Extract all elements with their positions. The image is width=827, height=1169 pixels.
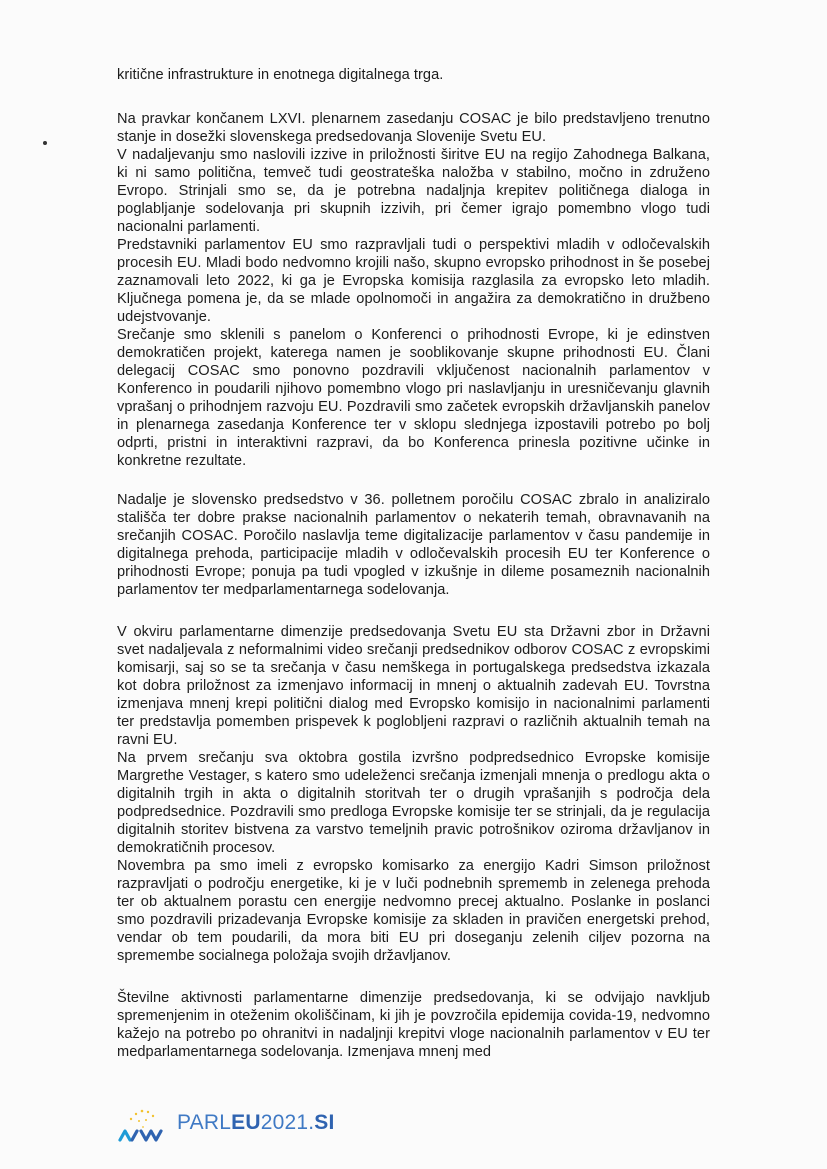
paragraph: Novembra pa smo imeli z evropsko komisarko za energijo Kadri Simson priložnost razpravljati o področju energetike, ki je v luči podnebnih sprememb in zelenega prehoda ter ob aktualnem porastu cen energije nedvomno precej aktualno. Poslanke in poslanci smo pozdravili prizadevanja Evropske komisije za skladen in pravičen energetski prehod, vendar ob tem poudarili, da mora biti EU pri doseganju zelenih ciljev pozorna na spremembe socialnega položaja svojih državljanov. <box>117 858 710 964</box>
paragraph-group-report <box>117 491 710 599</box>
paragraph: V okviru parlamentarne dimenzije predsedovanja Svetu EU sta Državni zbor in Državni svet nadaljevala z neformalnimi video srečanji predsednikov odborov COSAC z evropskimi komisarji, saj so se ta srečanja v času nemškega in portugalskega predsedstva izkazala kot dobra priložnost za izmenjavo informacij in mnenj o aktualnih zadevah EU. Tovrstna izmenjava mnenj krepi politični dialog med Evropsko komisijo in nacionalnimi parlamenti ter predstavlja pomemben prispevek k poglobljeni razpravi o različnih aktualnih temah na ravni EU. <box>117 624 710 748</box>
paragraph-group-conclusion <box>117 989 710 1061</box>
logo-wordmark <box>177 1111 335 1135</box>
logo-part-year: 2021. <box>260 1111 315 1134</box>
paragraph: Predstavniki parlamentov EU smo razpravljali tudi o perspektivi mladih v odločevalskih procesih EU. Mladi bodo nedvomno krojili našo, skupno evropsko prihodnost in še posebej zaznamovali leto 2022, ki ga je Evropska komisija razglasila za evropsko leto mladih. Ključnega pomena je, da se mlade opolnomoči in angažira za demokratično in družbeno udejstvovanje. <box>117 237 710 325</box>
logo-part-si: SI <box>314 1111 335 1134</box>
parleu2021-logo <box>117 1107 357 1147</box>
logo-part-parl: PARL <box>177 1111 232 1134</box>
paragraph: Srečanje smo sklenili s panelom o Konferenci o prihodnosti Evrope, ki je edinstven demokratičen projekt, katerega namen je sooblikovanje skupne prihodnosti EU. Člani delegacij COSAC smo ponovno pozdravili vključenost nacionalnih parlamentov v Konferenco in poudarili njihovo pomembno vlogo pri naslavljanju in uresničevanju glavnih vprašanj o prihodnjem razvoju EU. Pozdravili smo začetek evropskih državljanskih panelov in plenarnega zasedanja Konference ter v sklopu slednjega izpostavili potrebo po bolj odprti, pristni in interaktivni razpravi, da bo Konferenca prinesla pozitivne učinke in konkretne rezultate. <box>117 327 710 469</box>
paragraph: Na prvem srečanju sva oktobra gostila izvršno podpredsednico Evropske komisije Margrethe Vestager, s katero smo udeleženci srečanja izmenjali mnenja o predlogu akta o digitalnih trgih in akta o digitalnih storitvah ter o drugih vprašanjih s področja dela podpredsednice. Pozdravili smo predloga Evropske komisije ter se strinjali, da je regulacija digitalnih storitev bistvena za varstvo temeljnih pravic potrošnikov oziroma državljanov in demokratičnih procesov. <box>117 750 710 856</box>
parleu-logo-mark-icon <box>117 1107 175 1147</box>
intro-line: kritične infrastrukture in enotnega digitalnega trga. <box>117 67 444 83</box>
logo-part-eu: EU <box>231 1111 261 1134</box>
margin-mark <box>43 141 47 145</box>
intro-line-block <box>117 66 710 84</box>
paragraph: Številne aktivnosti parlamentarne dimenzije predsedovanja, ki se odvijajo navkljub spremenjenim in oteženim okoliščinam, ki jih je povzročila epidemija covida-19, nedvomno kažejo na potrebo po ohranitvi in nadaljnji krepitvi vloge nacionalnih parlamentov v EU ter medparlamentarnega sodelovanja. Izmenjava mnenj med <box>117 990 710 1060</box>
paragraph-group-cosac <box>117 110 710 470</box>
paragraph: Na pravkar končanem LXVI. plenarnem zasedanju COSAC je bilo predstavljeno trenutno stanje in dosežki slovenskega predsedovanja Slovenije Svetu EU. <box>117 111 710 145</box>
paragraph: V nadaljevanju smo naslovili izzive in priložnosti širitve EU na regijo Zahodnega Balkana, ki ni samo politična, temveč tudi geostrateška naložba v stabilno, močno in združeno Evropo. Strinjali smo se, da je potrebna nadaljnja krepitev političnega dialoga in poglabljanje sodelovanja pri skupnih izzivih, pri čemer igrajo pomembno vlogo tudi nacionalni parlamenti. <box>117 147 710 235</box>
paragraph-group-commissioners <box>117 623 710 965</box>
paragraph: Nadalje je slovensko predsedstvo v 36. polletnem poročilu COSAC zbralo in analiziralo stališča ter dobre prakse nacionalnih parlamentov o nekaterih temah, obravnavanih na srečanjih COSAC. Poročilo naslavlja teme digitalizacije parlamentov v času pandemije in digitalnega prehoda, participacije mladih v odločevalskih procesih EU ter Konference o prihodnosti Evrope; ponuja pa tudi vpogled v izkušnje in dileme posameznih nacionalnih parlamentov ter medparlamentarnega sodelovanja. <box>117 492 710 598</box>
